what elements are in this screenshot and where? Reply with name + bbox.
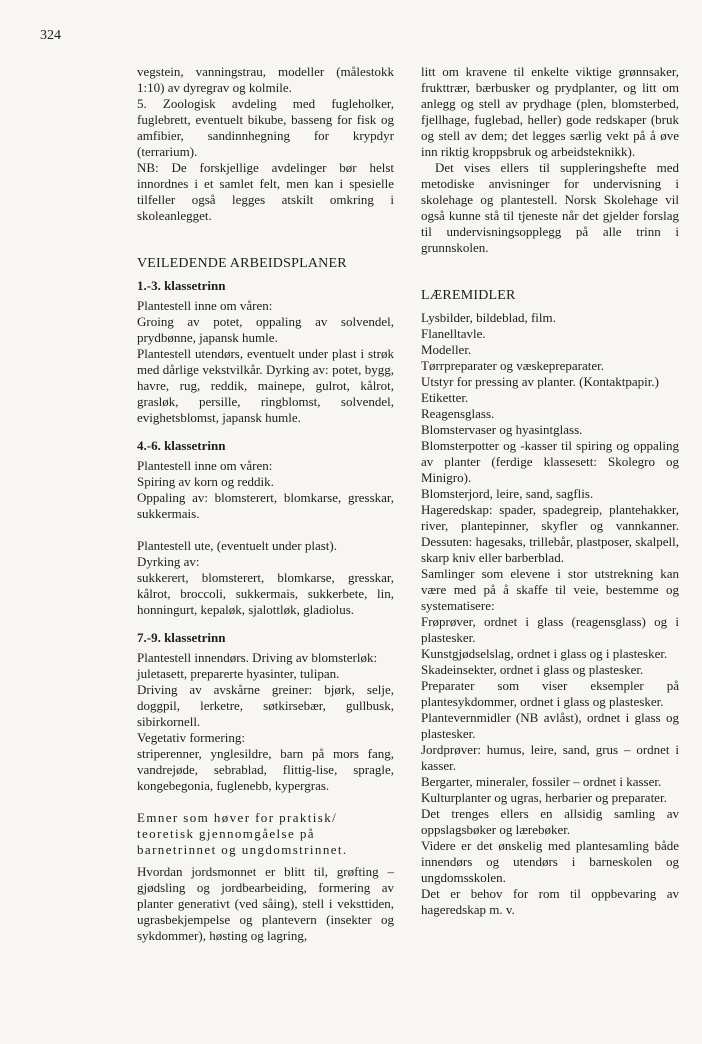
paragraph: Oppaling av: blomsterert, blomkarse, gresskar, sukkermais. [137,490,394,521]
paragraph: Hvordan jordsmonnet er blitt til, grøfting – gjødsling og jordbearbeiding, formering av planter generativt (ved såing), stell i veksttiden, ugrasbekjempelse og plantevern (insekter og sykdommer), høsting og lagring, [137,864,394,943]
list-item: Frøprøver, ordnet i glass (reagensglass) og i plastesker. [421,614,679,645]
paragraph: NB: De forskjellige avdelinger bør helst innordnes i et samlet felt, men kan i spesielle tilfeller også legges atskilt omkring i skoleanlegget. [137,160,394,223]
paragraph: Plantestell utendørs, eventuelt under plast i strøk med dårlige vekstvilkår. Dyrking av: potet, bygg, havre, rug, reddik, mainepe, gulrot, kålrot, grasløk, persille, ringblomst, solvendel, evighetsblomst, japansk humle. [137,346,394,425]
paragraph: litt om kravene til enkelte viktige grønnsaker, frukttrær, bærbusker og prydplanter, og litt om anlegg og stell av prydhage (plen, blomsterbed, fjellhage, fuglebad, heller) gode redskaper (bruk og stell av dem; det legges særlig vekt på å øve inn riktig kroppsbruk og arbeidsteknikk). [421,64,679,159]
list-item: Blomsterjord, leire, sand, sagflis. [421,486,594,501]
list-item: Kulturplanter og ugras, herbarier og preparater. [421,790,667,805]
paragraph: Driving av avskårne greiner: bjørk, selje, doggpil, lerketre, søtkirsebær, gullbusk, sibirkornell. [137,682,394,729]
paragraph: Vegetativ formering: [137,730,245,745]
section-heading: VEILEDENDE ARBEIDSPLANER [137,256,347,271]
paragraph: 5. Zoologisk avdeling med fugleholker, fuglebrett, eventuelt bikube, basseng for fisk og amfibier, sandinnhegning for krypdyr (terrarium). [137,96,394,159]
list-item: Tørrpreparater og væskepreparater. [421,358,604,373]
list-item: Utstyr for pressing av planter. (Kontaktpapir.) [421,374,659,389]
list-item: Samlinger som elevene i stor utstrekning kan være med på å skaffe til veie, bestemme og systematisere: [421,566,679,613]
list-item: Det trenges ellers en allsidig samling av oppslagsbøker og lærebøker. [421,806,679,837]
paragraph: Plantestell inne om våren: [137,458,273,473]
list-item: Videre er det ønskelig med plantesamling både innendørs og utendørs i barneskolen og ungdomsskolen. [421,838,679,885]
paragraph: Dyrking av: [137,554,200,569]
list-item: Hageredskap: spader, spadegreip, plantehakker, river, plantepinner, skyfler og vannkanner. Dessuten: hagesaks, trillebår, plastposer, skalpell, skarp kniv eller barberblad. [421,502,679,565]
list-item: Flanelltavle. [421,326,486,341]
subheading: 7.-9. klassetrinn [137,630,226,645]
list-item: Blomsterpotter og -kasser til spiring og oppaling av planter (ferdige klassesett: Skolegro og Minigro). [421,438,679,485]
page-number: 324 [40,28,61,43]
right-column [421,64,679,918]
list-item: Det er behov for rom til oppbevaring av hageredskap m. v. [421,886,679,917]
list-item: Reagensglass. [421,406,495,421]
subheading: 1.-3. klassetrinn [137,278,226,293]
paragraph: sukkerert, blomsterert, blomkarse, gresskar, kålrot, broccoli, sukkermais, sukkerbete, lin, honningurt, kepaløk, sjalottløk, gladiolus. [137,570,394,617]
paragraph: Plantestell innendørs. Driving av blomsterløk: [137,650,378,665]
list-item: Lysbilder, bildeblad, film. [421,310,556,325]
list-item: Plantevernmidler (NB avlåst), ordnet i glass og plastesker. [421,710,679,741]
list-item: Modeller. [421,342,472,357]
list-item: Etiketter. [421,390,469,405]
list-item: Jordprøver: humus, leire, sand, grus – ordnet i kasser. [421,742,679,773]
topics-heading: Emner som høver for praktisk/ teoretisk gjennomgåelse på barnetrinnet og ungdomstrinnet. [137,810,348,857]
paragraph: Det vises ellers til suppleringshefte med metodiske anvisninger for undervisning i skolehage og plantestell. Norsk Skolehage vil også kunne stå til tjeneste når det gjelder forslag til undervisningsopplegg på alle trinn i grunnskolen. [421,160,679,255]
list-item: Blomstervaser og hyasintglass. [421,422,583,437]
section-heading: LÆREMIDLER [421,288,516,303]
paragraph: Plantestell ute, (eventuelt under plast). [137,538,337,553]
list-item: Bergarter, mineraler, fossiler – ordnet i kasser. [421,774,662,789]
paragraph: Plantestell inne om våren: [137,298,273,313]
paragraph: striperenner, ynglesildre, barn på mors fang, vandrejøde, sebrablad, flittig-lise, spragle, kongebegonia, fuglenebb, kypergras. [137,746,394,793]
paragraph: Spiring av korn og reddik. [137,474,274,489]
paragraph: Groing av potet, oppaling av solvendel, prydbønne, japansk humle. [137,314,394,345]
paragraph: vegstein, vanningstrau, modeller (målestokk 1:10) av dyregrav og kolmile. [137,64,394,95]
list-item: Preparater som viser eksempler på plantesykdommer, ordnet i glass og plastesker. [421,678,679,709]
subheading: 4.-6. klassetrinn [137,438,226,453]
left-column [137,64,394,944]
list-item: Skadeinsekter, ordnet i glass og plastesker. [421,662,644,677]
paragraph: juletasett, preparerte hyasinter, tulipan. [137,666,340,681]
list-item: Kunstgjødselslag, ordnet i glass og i plastesker. [421,646,668,661]
